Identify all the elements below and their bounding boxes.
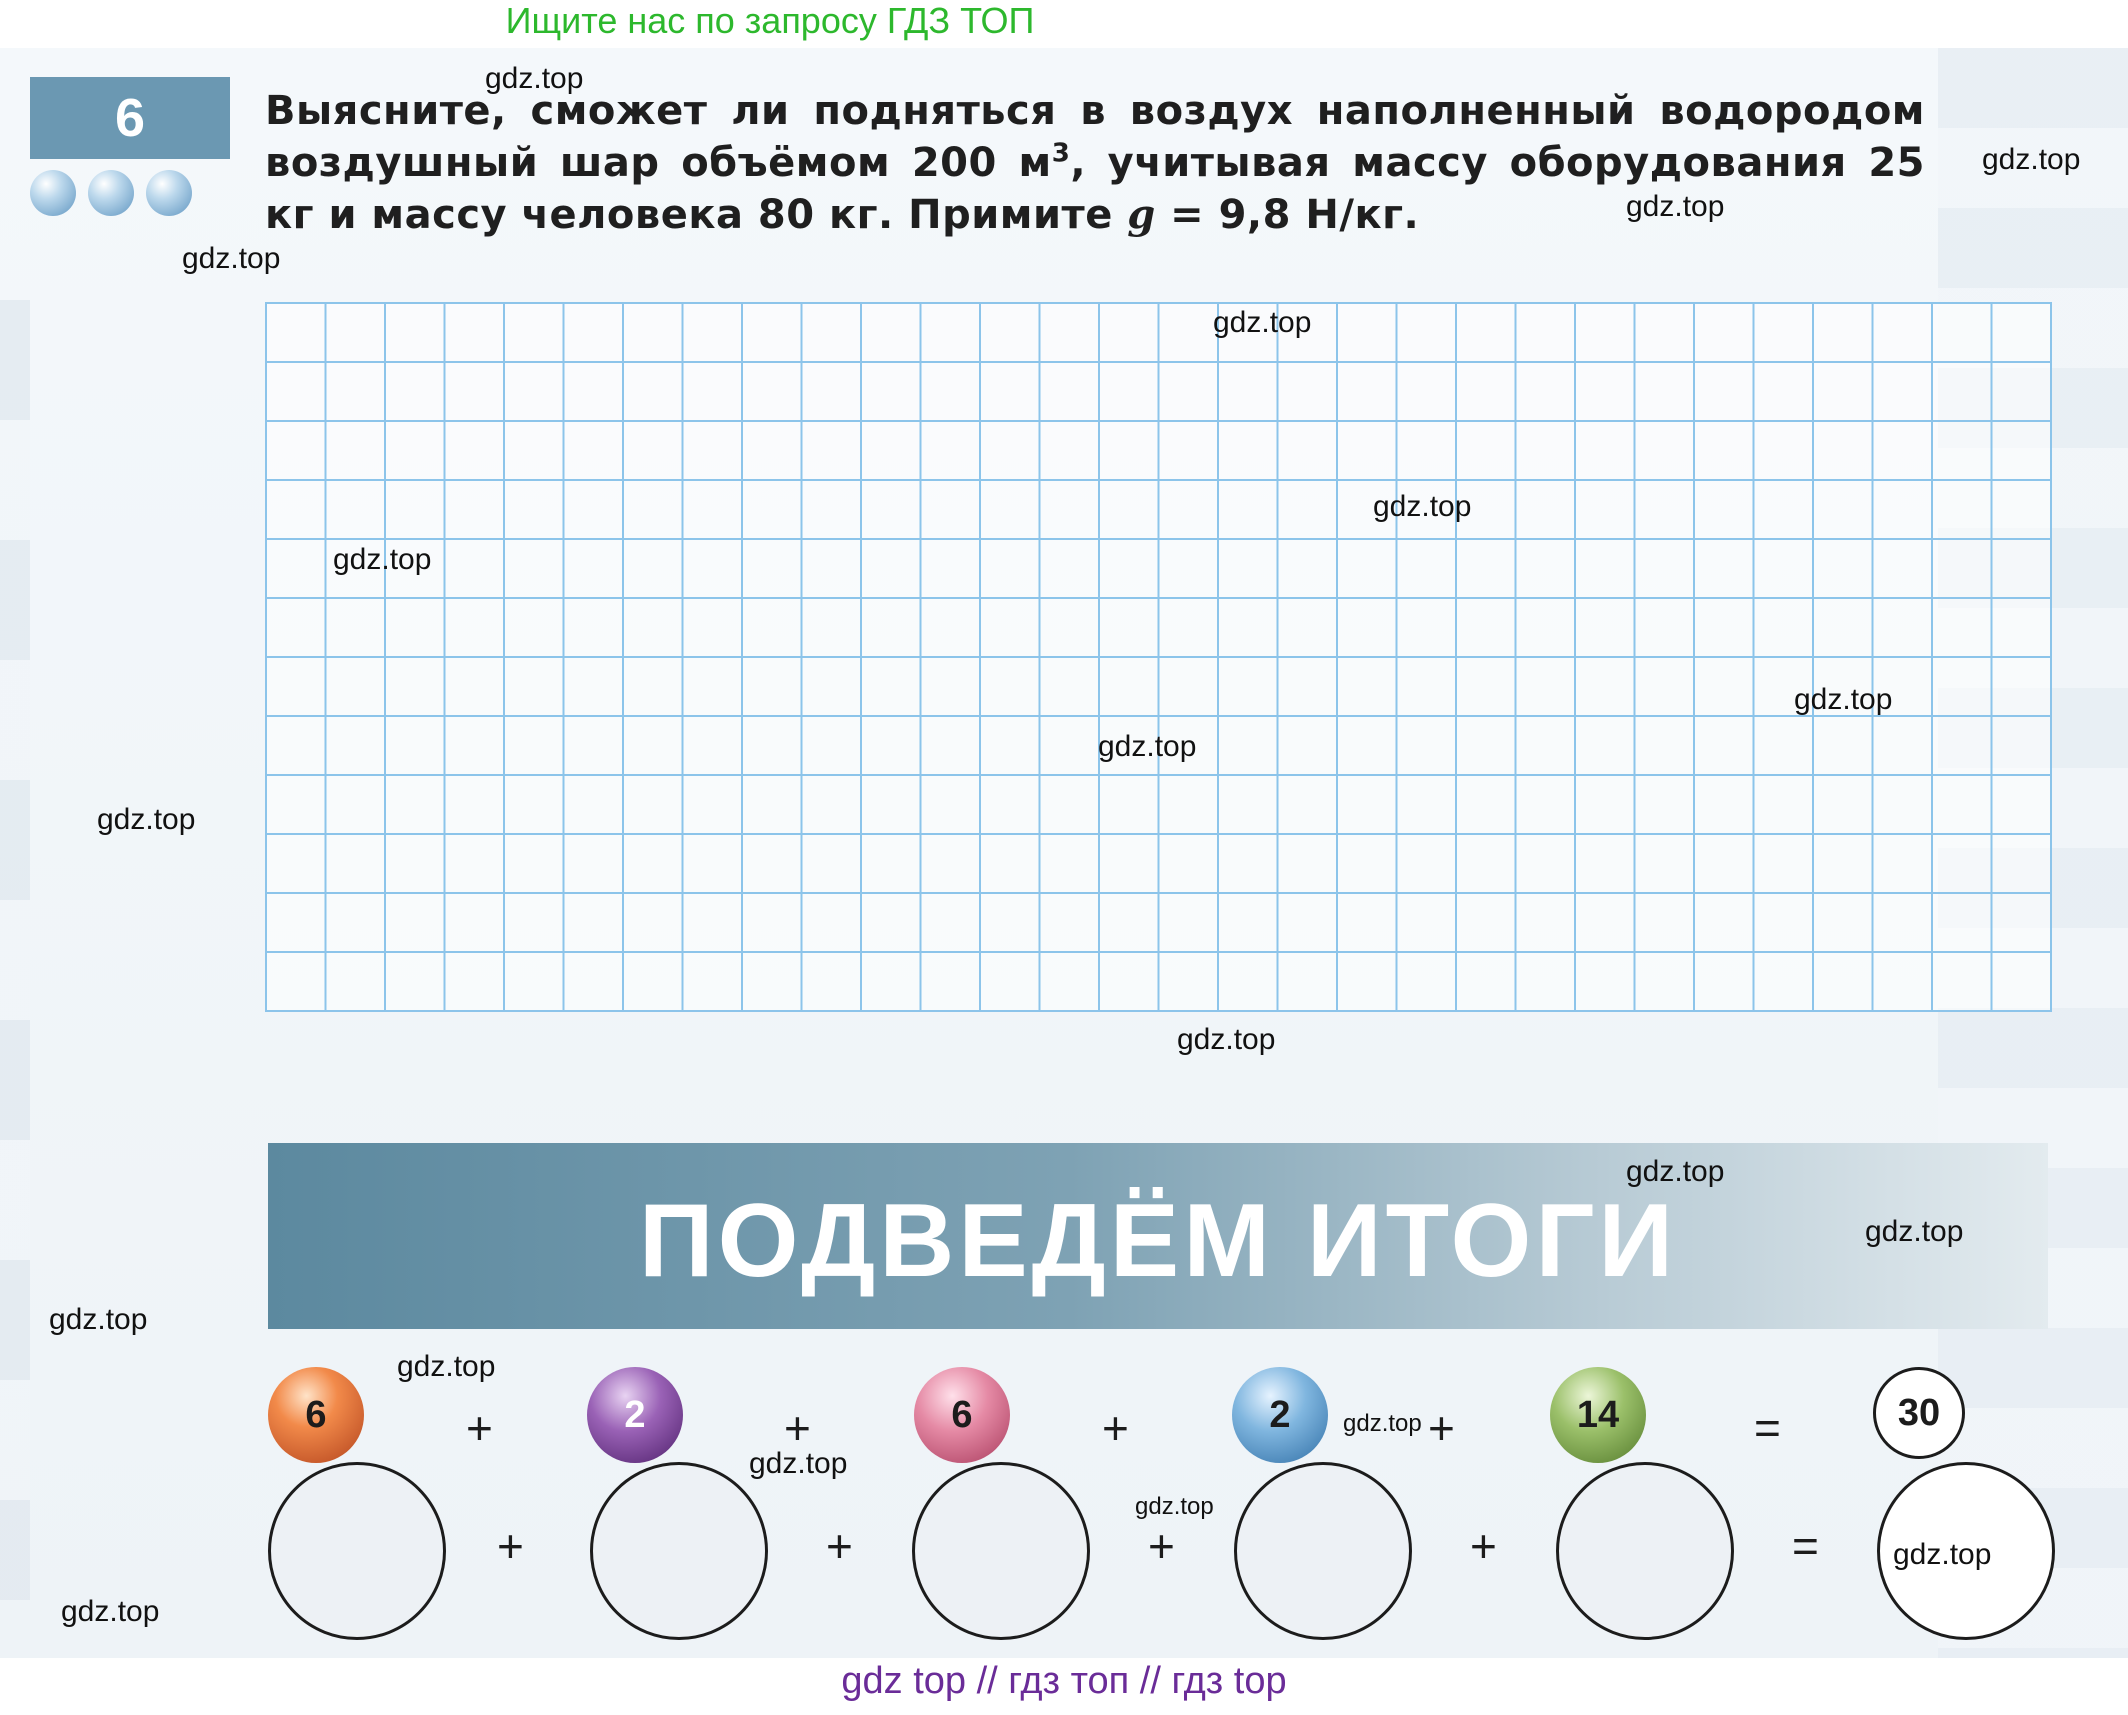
- plus-sign: +: [466, 1402, 493, 1454]
- watermark: gdz.top: [1626, 1155, 1725, 1188]
- task-text-part2: , учитывая массу оборудования 25 кг и массу человека 80 кг. Примите: [265, 140, 1926, 238]
- watermark: gdz.top: [485, 62, 584, 95]
- score-ball-3: 6: [914, 1367, 1010, 1463]
- watermark: gdz.top: [1098, 730, 1197, 763]
- summary-banner: [268, 1143, 2048, 1329]
- plus-sign: +: [1470, 1520, 1497, 1572]
- watermark: gdz.top: [61, 1595, 160, 1628]
- answer-circle-5[interactable]: [1556, 1462, 1734, 1640]
- plus-sign: +: [1428, 1402, 1455, 1454]
- score-ball-4: 2: [1232, 1367, 1328, 1463]
- task-text-part1: Выясните, сможет ли подняться в воздух наполненный водородом воздушный шар объёмом 200 м: [265, 88, 1925, 186]
- difficulty-dots: [30, 170, 192, 216]
- answer-circle-2[interactable]: [590, 1462, 768, 1640]
- answer-circle-3[interactable]: [912, 1462, 1090, 1640]
- difficulty-dot-icon: [30, 170, 76, 216]
- task-text-part3: = 9,8 Н/кг.: [1155, 192, 1420, 238]
- watermark: gdz.top: [49, 1303, 148, 1336]
- watermark: gdz.top: [182, 242, 281, 275]
- difficulty-dot-icon: [88, 170, 134, 216]
- watermark: gdz.top: [1794, 683, 1893, 716]
- watermark: gdz.top: [1343, 1410, 1422, 1437]
- answer-grid[interactable]: [265, 302, 2052, 1012]
- difficulty-dot-icon: [146, 170, 192, 216]
- watermark: gdz.top: [1893, 1538, 1992, 1571]
- watermark: gdz.top: [749, 1447, 848, 1480]
- summary-title: ПОДВЕДЁМ ИТОГИ: [638, 1182, 1678, 1299]
- plus-sign: +: [1148, 1520, 1175, 1572]
- answer-circle-4[interactable]: [1234, 1462, 1412, 1640]
- equals-sign: =: [1754, 1402, 1781, 1454]
- plus-sign: +: [784, 1402, 811, 1454]
- task-number: 6: [30, 77, 230, 159]
- task-superscript: 3: [1051, 138, 1071, 169]
- watermark: gdz.top: [1373, 490, 1472, 523]
- watermark: gdz.top: [1982, 143, 2081, 176]
- watermark: gdz.top: [1177, 1023, 1276, 1056]
- watermark: gdz.top: [1135, 1493, 1214, 1520]
- watermark: gdz.top: [1213, 306, 1312, 339]
- score-ball-5: 14: [1550, 1367, 1646, 1463]
- score-total: 30: [1873, 1367, 1965, 1459]
- score-ball-2: 2: [587, 1367, 683, 1463]
- score-ball-1: 6: [268, 1367, 364, 1463]
- equals-sign: =: [1792, 1520, 1819, 1572]
- watermark: gdz.top: [1626, 190, 1725, 223]
- answer-circle-1[interactable]: [268, 1462, 446, 1640]
- watermark: gdz.top: [333, 543, 432, 576]
- search-banner: Ищите нас по запросу ГДЗ ТОП: [505, 0, 1035, 41]
- plus-sign: +: [497, 1520, 524, 1572]
- watermark: gdz.top: [397, 1350, 496, 1383]
- footer-links: gdz top // гдз топ // гдз top: [841, 1660, 1287, 1702]
- plus-sign: +: [1102, 1402, 1129, 1454]
- watermark: gdz.top: [97, 803, 196, 836]
- task-variable: g: [1127, 191, 1156, 238]
- show-through-left: [0, 300, 30, 1600]
- plus-sign: +: [826, 1520, 853, 1572]
- watermark: gdz.top: [1865, 1215, 1964, 1248]
